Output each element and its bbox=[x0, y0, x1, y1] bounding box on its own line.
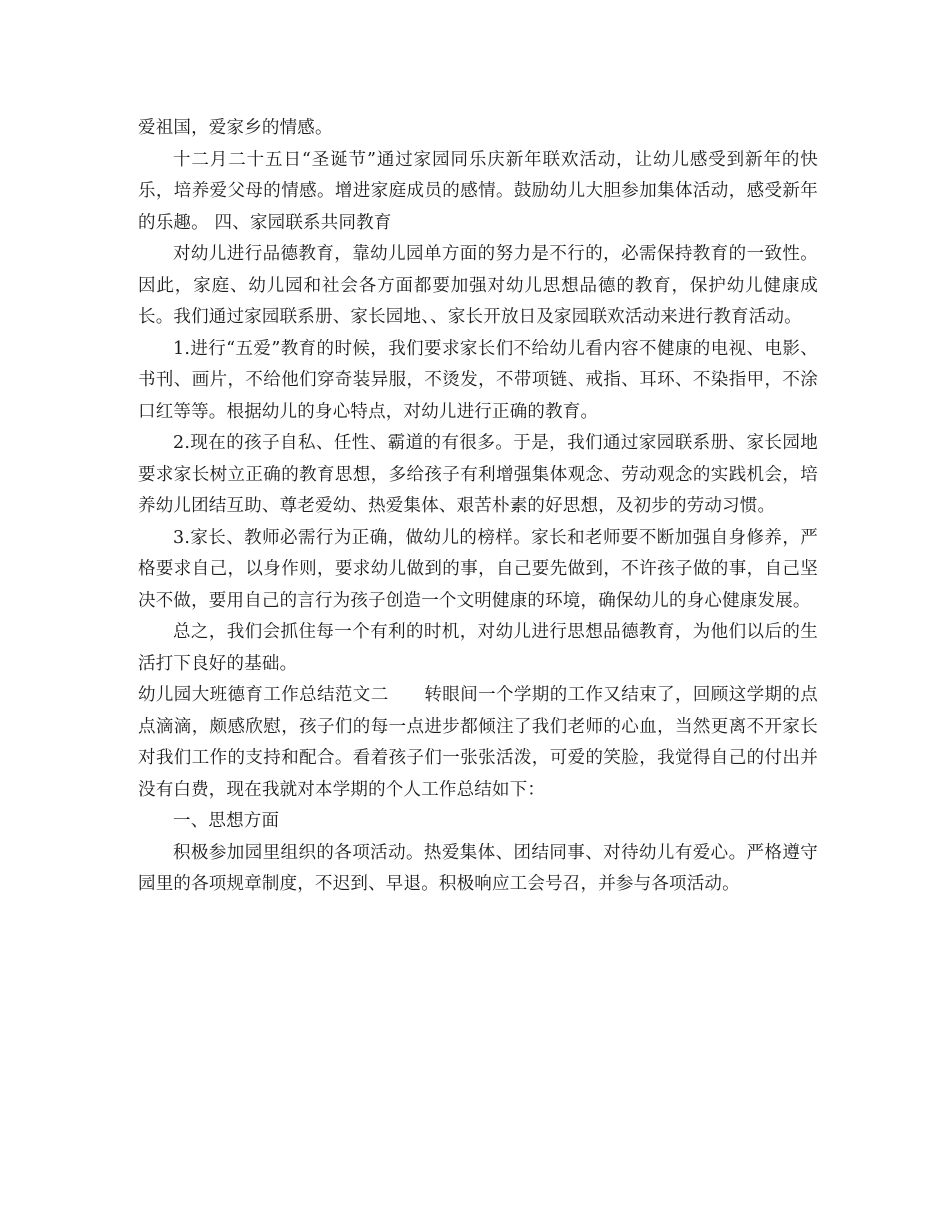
paragraph-4: 1.进行“五爱”教育的时候，我们要求家长们不给幼儿看内容不健康的电视、电影、书刊、画片，不给他们穿奇装异服，不烫发，不带项链、戒指、耳环、不染指甲，不涂口红等等。根据幼儿的身心特点，对幼儿进行正确的教育。 bbox=[138, 338, 818, 422]
paragraph-10: 积极参加园里组织的各项活动。热爱集体、团结同事、对待幼儿有爱心。严格遵守园里的各项规章制度，不迟到、早退。积极响应工会号召，并参与各项活动。 bbox=[138, 842, 818, 894]
paragraph-8-section-heading: 幼儿园大班德育工作总结范文二 转眼间一个学期的工作又结束了，回顾这学期的点点滴滴，颇感欣慰，孩子们的每一点进步都倾注了我们老师的心血，当然更离不开家长对我们工作的支持和配合。看着孩子们一张张活泼，可爱的笑脸，我觉得自己的付出并没有白费，现在我就对本学期的个人工作总结如下： bbox=[138, 685, 818, 800]
paragraph-7: 总之，我们会抓住每一个有利的时机，对幼儿进行思想品德教育，为他们以后的生活打下良好的基础。 bbox=[138, 622, 818, 674]
paragraph-3: 对幼儿进行品德教育，靠幼儿园单方面的努力是不行的，必需保持教育的一致性。因此，家庭、幼儿园和社会各方面都要加强对幼儿思想品德的教育，保护幼儿健康成长。我们通过家园联系册、家长园地、、家长开放日及家园联欢活动来进行教育活动。 bbox=[138, 244, 818, 327]
paragraph-1: 爱祖国，爱家乡的情感。 bbox=[138, 118, 333, 138]
document-body bbox=[138, 113, 818, 901]
paragraph-2: 十二月二十五日“圣诞节”通过家园同乐庆新年联欢活动，让幼儿感受到新年的快乐，培养爱父母的情感。增进家庭成员的感情。鼓励幼儿大胆参加集体活动，感受新年的乐趣。 四、家园联系共同教育 bbox=[138, 149, 818, 233]
paragraph-5: 2.现在的孩子自私、任性、霸道的有很多。于是，我们通过家园联系册、家长园地要求家长树立正确的教育思想，多给孩子有利增强集体观念、劳动观念的实践机会，培养幼儿团结互助、尊老爱幼、热爱集体、艰苦朴素的好思想，及初步的劳动习惯。 bbox=[138, 433, 818, 516]
paragraph-6: 3.家长、教师必需行为正确，做幼儿的榜样。家长和老师要不断加强自身修养，严格要求自己，以身作则，要求幼儿做到的事，自己要先做到，不许孩子做的事，自己坚决不做，要用自己的言行为孩子创造一个文明健康的环境，确保幼儿的身心健康发展。 bbox=[138, 527, 818, 611]
paragraph-9-subheading: 一、思想方面 bbox=[173, 811, 280, 831]
